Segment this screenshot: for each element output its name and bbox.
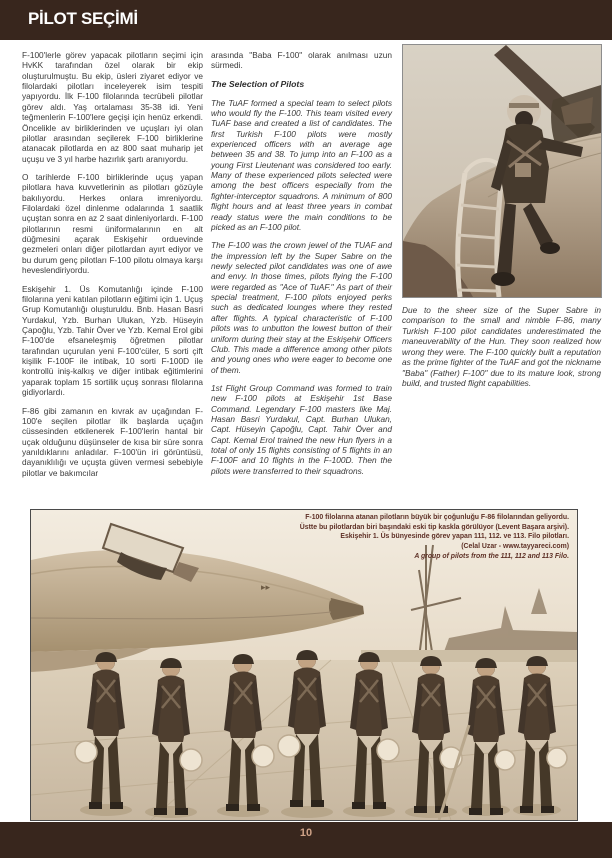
page-title: PİLOT SEÇİMİ bbox=[28, 9, 138, 28]
caption-line: Üstte bu pilotlardan biri başındaki eski tip kaskla görülüyor (Levent Başara arşivi). bbox=[299, 523, 569, 531]
helmet-visor-band bbox=[509, 103, 539, 108]
turkish-paragraph: O tarihlerde F-100 birliklerinde uçuş yapan pilotlara hava kuvvetlerinin as pilotları gözüyle bakılıyordu. Herkes onlara imreniyordu. Filolardaki özel dinlenme odalarında 1 saatlik uçuştan sonra en az 2 saat dinleniyorlardı. F-100 pilotlarının resmi üniformalarının en alt düğmesini açarak Eskişehir orduevinde gezmeleri onları diğer pilotlardan ayırt ediyor ve bu durum genç pilotları F-100 pilotu olmaya karşı heveslendiriyordu. bbox=[22, 171, 203, 276]
fuselage-marking: ▸▸ bbox=[261, 583, 271, 593]
english-paragraph: 1st Flight Group Command was formed to train new F-100 pilots at Eskişehir 1st Base Command. Legendary F-100 masters like Maj. Hasan Basri Yurdakul, Capt. Burhan Ulukan, Capt. Hüseyin Çapoğlu, Capt. Tahir Över and Capt. Kemal Erol trained the new Hun flyers in a total of only 15 flights consisting of 5 flights in an F-100F and 10 flights in the F-100D. Then the pilots were transferred to their squadrons. bbox=[211, 382, 392, 476]
turkish-paragraph: Eskişehir 1. Üs Komutanlığı içinde F-100 filolarına yeni katılan pilotların eğitimi için 1. Uçuş Grup Komutanlığı oluşturuldu. Bnb. Hasan Basri Yurdakul, Yzb. Burhan Ulukan, Yzb. Hüseyin Çapoğlu, Yzb. Tahir Över ve Yzb. Kemal Erol gibi F-100'de efsaneleşmiş öğretmen pilotlar tarafından uçurulan yeni F-100'cüler, 5 sorti çift kişilik F-100F ile intibak, 10 sorti F-100D ile kontrollü iniş-kalkış ve diğer intibak eğitimlerini yaparak toplam 15 sortilik uçuş sonrası filolarına gidiyorlardı. bbox=[22, 283, 203, 398]
caption-line: (Celal Uzar - www.tayyareci.com) bbox=[461, 542, 569, 550]
page-number: 10 bbox=[299, 827, 313, 839]
cockpit-photo-art bbox=[403, 45, 601, 297]
english-column bbox=[211, 50, 392, 484]
turkish-column bbox=[22, 50, 203, 486]
caption-line: Eskişehir 1. Üs bünyesinde görev yapan 111, 112. ve 113. Filo pilotları. bbox=[340, 533, 569, 541]
pilot-boot bbox=[540, 242, 560, 254]
turkish-paragraph: F-100'lerle görev yapacak pilotların seçimi için HvKK tarafından özel olarak bir ekip oluşturulmuştu. Bu ekip, üsleri ziyaret ediyor ve filolardaki pilotları inceleyerek isim tespiti yapıyordu. İlk F-100 filolarında tecrübeli pilotlar görev aldı. Yaş ortalaması 35-38 idi. Yeni teğmenlerin F-100'lere geçişi için henüz erkendi. Öncelikle av birliklerinden ve uçuşları iyi olan pilotlar arasından seçilerek F-100 birliklerine atanacak pilotlarda en az 800 saat muharip jet uçuşu ve 3 yıl harbe hazırlık şartı aranıyordu. bbox=[22, 50, 203, 164]
cockpit-photo-caption: Due to the sheer size of the Super Sabre in comparison to the small and nimble F-86, many Turkish F-100 pilot candidates underestimated the maneuverability of the Hun. They soon realized how wrong they were. The F-100 quickly built a reputation as the prime fighter of the TuAF and got the nickname "Baba" (Father) F-100" due to its mature look, strong build, and trusted flight capabilities. bbox=[402, 305, 601, 389]
pilot-boot bbox=[491, 272, 515, 286]
chest-pack bbox=[515, 163, 531, 177]
section-heading: The Selection of Pilots bbox=[211, 78, 305, 89]
caption-line: F-100 filolarına atanan pilotların büyük bir çoğunluğu F-86 filolarından geliyordu. bbox=[305, 514, 569, 521]
caption-line-english: A group of pilots from the 111, 112 and 113 Filo. bbox=[414, 552, 569, 560]
cockpit-entry-photo bbox=[402, 44, 602, 298]
english-paragraph: The F-100 was the crown jewel of the TUAF and the impression left by the Super Sabre on the newly selected pilot candidates was one of awe and envy. In those times, pilots flying the F-100 were regarded as "Ace of TuAF." As part of their special treatment, F-100 pilots enjoyed perks such as dedicated lounges where they rested after flights. A typical characteristic of F-100 pilots was to unbutton the lowest button of their uniform during their stay at the Eskişehir Officers Club. This made a difference among other pilots and young ones who were eager to become one of them. bbox=[211, 240, 392, 375]
turkish-continuation: arasında "Baba F-100" olarak anılması uzun sürmedi. bbox=[211, 50, 392, 71]
group-photo-caption bbox=[64, 513, 569, 561]
english-paragraph: The TuAF formed a special team to select pilots who would fly the F-100. This team visited every TuAF base and created a list of candidates. The first Turkish F-100 pilots were mostly experienced officers with an average age between 35 and 38. To jump into an F-100 as a young First Lieutenant was considered too early. Many of these experienced pilots selected were among the best officers especially from the fighter-interceptor squadrons. A minimum of 800 flight hours and at least three years in combat ready status were the main conditions to be picked as an F-100 pilot. bbox=[211, 97, 392, 232]
turkish-paragraph: F-86 gibi zamanın en kıvrak av uçağından F-100'e seçilen pilotlar ilk başlarda uçağın cüssesinden etkilenerek F-100'lerin hantal bir uçak olduğunu düşünseler de kısa bir süre sonra yanıldıklarını anladılar. F-100'ün iri görüntüsü, dayanıklılığı ve uçuşta güven vermesi sebebiyle pilotlar ve bakımcılar bbox=[22, 405, 203, 478]
group-photo bbox=[30, 509, 578, 821]
